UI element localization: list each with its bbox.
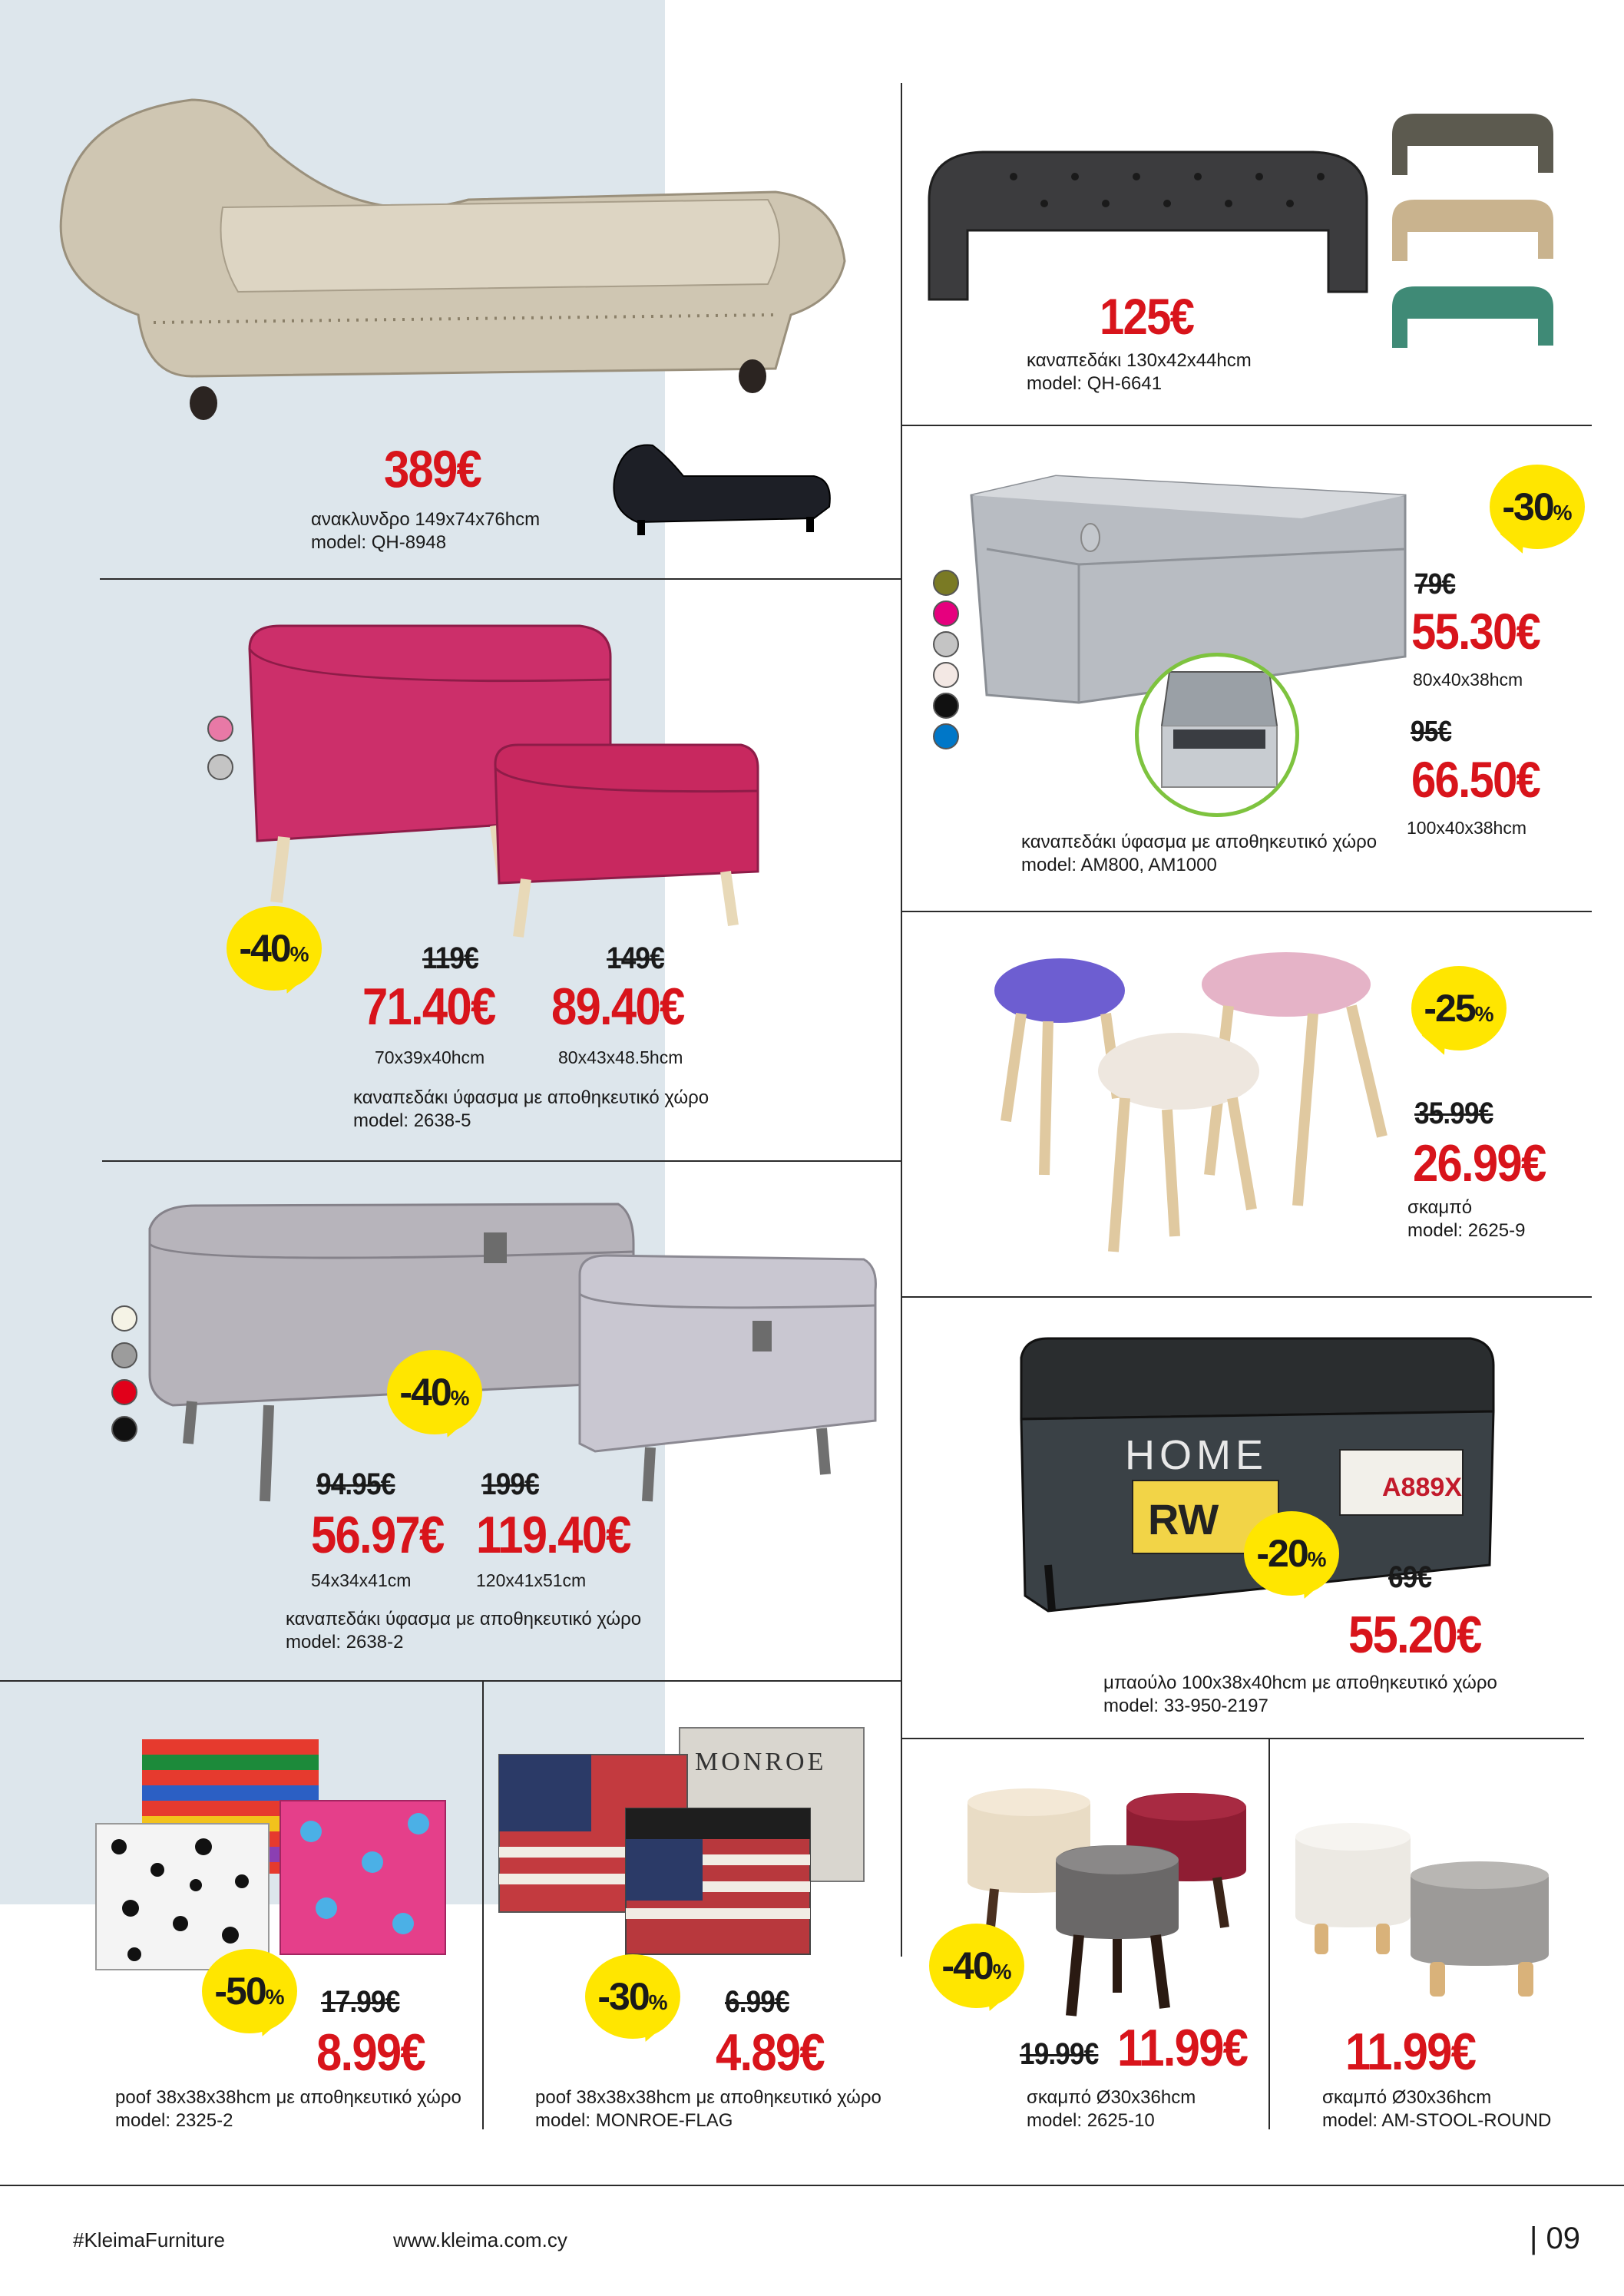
dimensions: 100x40x38hcm: [1407, 818, 1526, 838]
color-swatch: [933, 570, 959, 596]
discount-badge: -40%: [387, 1350, 482, 1434]
color-swatch: [111, 1342, 137, 1368]
product-description: μπαούλο 100x38x40hcm με αποθηκευτικό χώρο: [1103, 1672, 1497, 1693]
old-price: 19.99€: [1020, 2037, 1099, 2071]
dimensions: 54x34x41cm: [311, 1570, 412, 1590]
bench-beige-thumb: [1388, 194, 1557, 263]
divider: [482, 1680, 484, 2129]
product-model: model: 2638-2: [286, 1632, 404, 1653]
old-price: 94.95€: [316, 1467, 395, 1501]
divider: [901, 1296, 1592, 1298]
dimensions: 70x39x40hcm: [375, 1047, 485, 1067]
stool-round-image: [1292, 1820, 1556, 2004]
divider: [0, 1680, 901, 1682]
product-description: καναπεδάκι ύφασμα με αποθηκευτικό χώρο: [1021, 832, 1378, 852]
discount-badge: -40%: [929, 1924, 1024, 2008]
chaise-image: [38, 84, 852, 430]
old-price: 149€: [607, 941, 664, 975]
product-description: καναπεδάκι ύφασμα με αποθηκευτικό χώρο: [286, 1609, 642, 1629]
bench-green-thumb: [1388, 280, 1557, 349]
product-model: model: 33-950-2197: [1103, 1696, 1268, 1716]
dimensions: 80x40x38hcm: [1413, 670, 1523, 690]
color-swatch: [207, 716, 233, 742]
color-swatch: [111, 1379, 137, 1405]
color-swatch: [933, 693, 959, 719]
old-price: 79€: [1414, 568, 1456, 600]
price: 89.40€: [551, 978, 684, 1036]
product-model: model: QH-6641: [1027, 373, 1163, 394]
dimensions: 120x41x51cm: [476, 1570, 587, 1590]
page-number: | 09: [1530, 2222, 1580, 2255]
price: 55.30€: [1411, 603, 1540, 660]
old-price: 69€: [1388, 1560, 1432, 1594]
product-model: model: AM-STOOL-ROUND: [1322, 2110, 1552, 2131]
price: 26.99€: [1413, 1134, 1546, 1193]
price: 4.89€: [716, 2023, 824, 2082]
color-swatch: [933, 723, 959, 749]
price: 11.99€: [1345, 2023, 1476, 2081]
old-price: 199€: [481, 1467, 539, 1501]
discount-badge: -30%: [1490, 465, 1585, 549]
discount-badge: -25%: [1411, 966, 1507, 1050]
old-price: 119€: [422, 941, 478, 975]
divider: [901, 1738, 1584, 1739]
color-swatch: [207, 754, 233, 780]
knit-stool-image: [991, 952, 1405, 1259]
bench-grey-thumb: [1388, 108, 1557, 177]
discount-badge: -40%: [227, 906, 322, 991]
poof-monroe-image: [495, 1724, 872, 1958]
price: 8.99€: [316, 2023, 425, 2082]
product-model: model: AM800, AM1000: [1021, 855, 1217, 875]
price: 119.40€: [476, 1506, 630, 1564]
divider: [901, 83, 902, 1957]
divider: [901, 911, 1592, 912]
product-model: model: 2625-9: [1407, 1220, 1526, 1241]
price: 66.50€: [1411, 751, 1540, 808]
color-swatch: [111, 1305, 137, 1332]
price: 55.20€: [1348, 1606, 1481, 1664]
old-price: 17.99€: [321, 1985, 400, 2019]
footer-hashtag: #KleimaFurniture: [73, 2228, 225, 2251]
old-price: 95€: [1411, 716, 1452, 748]
old-price: 35.99€: [1414, 1097, 1493, 1130]
footer-website[interactable]: www.kleima.com.cy: [393, 2228, 567, 2251]
product-description: poof 38x38x38hcm με αποθηκευτικό χώρο: [535, 2087, 881, 2108]
print-text: MONROE: [695, 1748, 827, 1776]
divider: [102, 1160, 901, 1162]
poof-2325-image: [88, 1732, 453, 1973]
chaise-black-image: [607, 434, 837, 545]
discount-badge: -50%: [202, 1949, 297, 2033]
old-price: 6.99€: [725, 1985, 789, 2019]
discount-badge: -20%: [1244, 1511, 1339, 1596]
divider: [1268, 1738, 1270, 2129]
divider: [100, 578, 901, 580]
print-text: RW: [1148, 1495, 1219, 1543]
am-bench-inset: [1135, 653, 1299, 817]
pink-bench-image: [242, 618, 760, 941]
divider: [0, 2185, 1624, 2186]
divider: [901, 425, 1592, 426]
print-text: A889X: [1382, 1473, 1462, 1502]
product-model: model: QH-8948: [311, 532, 447, 553]
price: 71.40€: [362, 978, 495, 1036]
product-description: καναπεδάκι 130x42x44hcm: [1027, 350, 1252, 371]
color-swatch: [933, 600, 959, 627]
product-description: poof 38x38x38hcm με αποθηκευτικό χώρο: [115, 2087, 461, 2108]
discount-badge: -30%: [585, 1954, 680, 2039]
product-model: model: 2638-5: [353, 1110, 471, 1131]
bench-image: [921, 138, 1374, 307]
product-model: model: 2325-2: [115, 2110, 233, 2131]
silver-bench-image: [142, 1198, 879, 1505]
color-swatch: [111, 1416, 137, 1442]
price: 56.97€: [311, 1506, 444, 1564]
product-description: καναπεδάκι ύφασμα με αποθηκευτικό χώρο: [353, 1087, 709, 1108]
product-description: ανακλυνδρο 149x74x76hcm: [311, 509, 541, 530]
color-swatch: [933, 631, 959, 657]
product-description: σκαμπό Ø30x36hcm: [1322, 2087, 1492, 2108]
color-swatch: [933, 662, 959, 688]
product-model: model: 2625-10: [1027, 2110, 1155, 2131]
price: 11.99€: [1117, 2019, 1248, 2077]
product-description: σκαμπό Ø30x36hcm: [1027, 2087, 1196, 2108]
print-text: HOME: [1125, 1432, 1268, 1478]
price: 125€: [1100, 288, 1194, 345]
product-model: model: MONROE-FLAG: [535, 2110, 733, 2131]
dimensions: 80x43x48.5hcm: [558, 1047, 683, 1067]
price: 389€: [384, 440, 481, 498]
product-description: σκαμπό: [1407, 1197, 1473, 1218]
